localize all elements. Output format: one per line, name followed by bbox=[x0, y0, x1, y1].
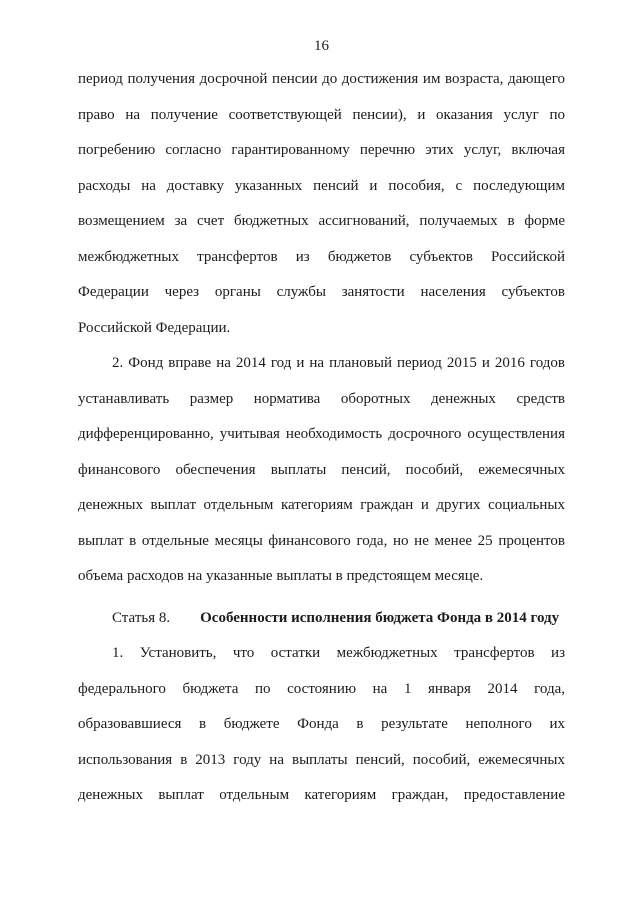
paragraph-clause-2 bbox=[78, 346, 565, 595]
article-number: Статья 8. bbox=[112, 609, 171, 626]
article-title: Особенности исполнения бюджета Фонда в 2014 году bbox=[200, 609, 560, 626]
text-line: денежных выплат отдельным категориям граждан и других социальных bbox=[78, 497, 565, 513]
text-line: право на получение соответствующей пенсии), и оказания услуг по bbox=[78, 106, 565, 123]
article-8-heading bbox=[78, 601, 565, 637]
text-line: устанавливать размер норматива оборотных денежных средств bbox=[78, 390, 565, 407]
text-line: 2. Фонд вправе на 2014 год и на плановый период 2015 и 2016 годов bbox=[112, 355, 565, 371]
text-line: 1. Установить, что остатки межбюджетных трансфертов из bbox=[112, 645, 565, 661]
text-line: использования в 2013 году на выплаты пенсий, пособий, ежемесячных bbox=[78, 751, 565, 768]
text-line: финансового обеспечения выплаты пенсий, пособий, ежемесячных bbox=[78, 461, 565, 478]
text-line: выплат в отдельные месяцы финансового года, но не менее 25 процентов bbox=[78, 532, 565, 549]
paragraph-article8-clause-1 bbox=[78, 636, 565, 814]
text-line: возмещением за счет бюджетных ассигнований, получаемых в форме bbox=[78, 213, 565, 229]
text-line: дифференцированно, учитывая необходимость досрочного осуществления bbox=[78, 426, 565, 442]
text-line: Российской Федерации. bbox=[78, 319, 231, 336]
text-line: образовавшиеся в бюджете Фонда в результате неполного их bbox=[78, 716, 565, 732]
text-line: расходы на доставку указанных пенсий и пособия, с последующим bbox=[78, 177, 565, 194]
text-line: денежных выплат отдельным категориям граждан, предоставление bbox=[78, 787, 565, 803]
text-line: объема расходов на указанные выплаты в предстоящем месяце. bbox=[78, 568, 484, 584]
page-number: 16 bbox=[314, 38, 329, 54]
text-line: федерального бюджета по состоянию на 1 января 2014 года, bbox=[78, 680, 565, 697]
text-line: период получения досрочной пенсии до достижения им возраста, дающего bbox=[78, 71, 565, 87]
text-line: Федерации через органы службы занятости населения субъектов bbox=[78, 284, 565, 300]
text-line: межбюджетных трансфертов из бюджетов субъектов Российской bbox=[78, 248, 565, 265]
page-body bbox=[78, 62, 565, 814]
text-line: погребению согласно гарантированному перечню этих услуг, включая bbox=[78, 142, 565, 158]
paragraph-continuation bbox=[78, 62, 565, 346]
